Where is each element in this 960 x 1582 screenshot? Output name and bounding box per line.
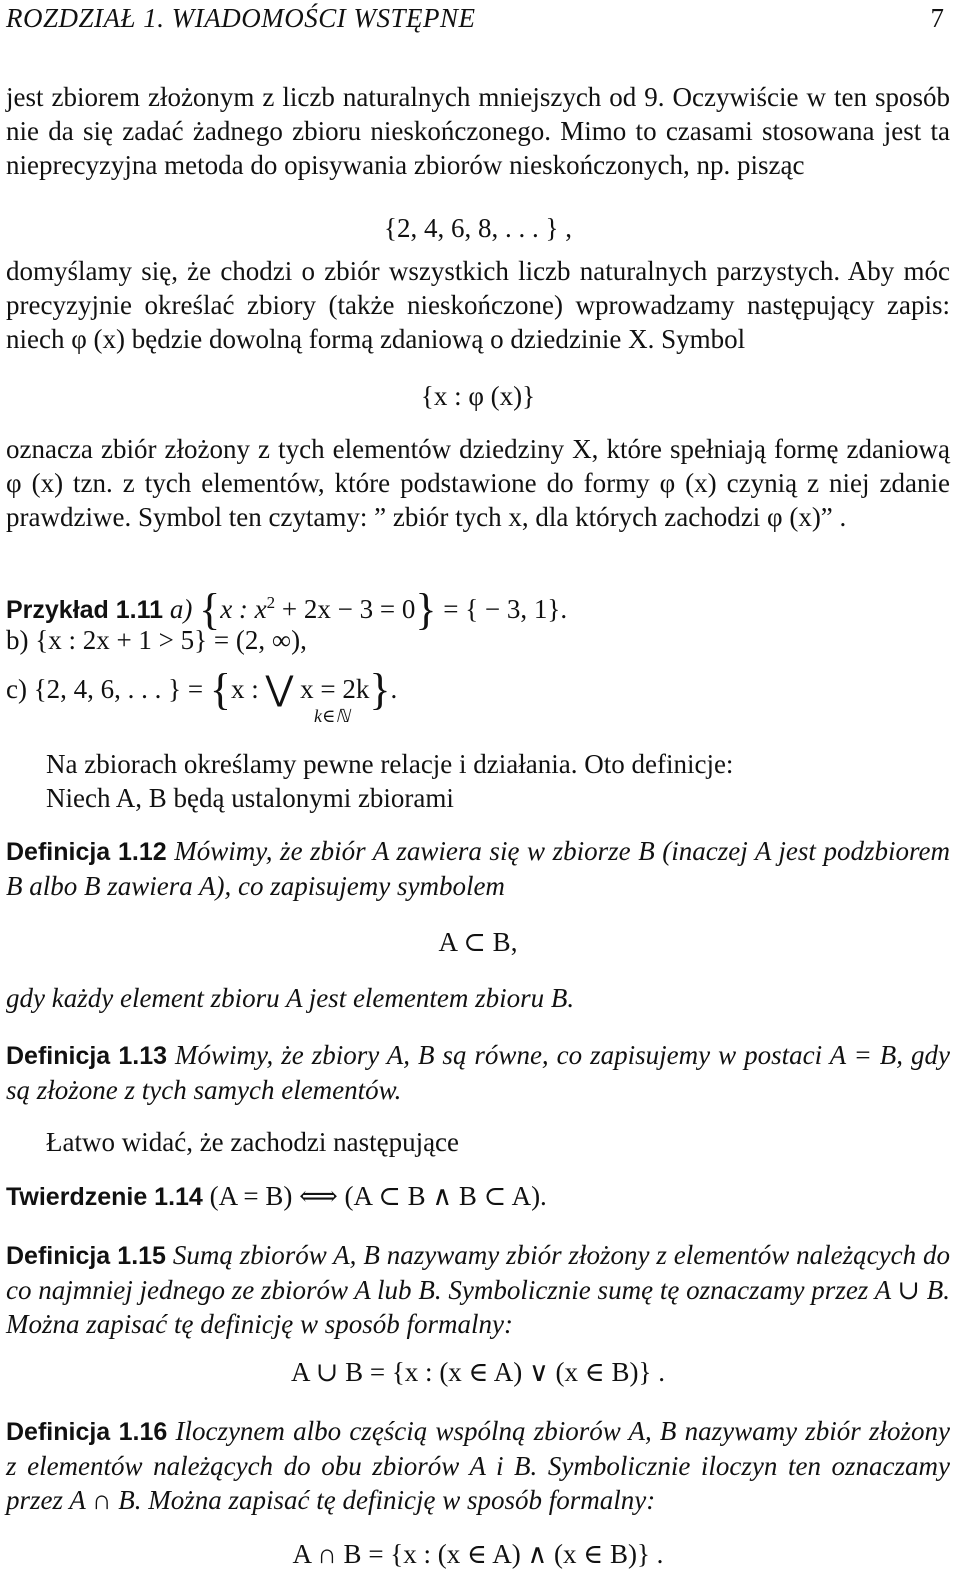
- example-c-var: x :: [231, 674, 259, 704]
- example-a-prefix: a): [169, 594, 193, 624]
- right-brace: }: [369, 665, 391, 714]
- example-a-result: = { − 3, 1}.: [436, 594, 568, 624]
- right-brace: }: [415, 585, 437, 634]
- definition-1-15: [6, 1238, 950, 1341]
- definition-text: Mówimy, że zbiór A zawiera się w zbiorze B (inaczej A jest podzbiorem B albo B zawiera A), co zapisujemy symbolem: [6, 836, 950, 901]
- example-a-var: x : x: [220, 594, 267, 624]
- equation-intersection: A ∩ B = {x : (x ∈ A) ∧ (x ∈ B)} .: [292, 1539, 664, 1569]
- example-c-end: .: [390, 674, 398, 704]
- definition-1-12-tail: gdy każdy element zbioru A jest elementem zbioru B.: [6, 983, 575, 1013]
- theorem-label: Twierdzenie 1.14: [6, 1183, 203, 1211]
- paragraph-notation: domyślamy się, że chodzi o zbiór wszystkich liczb naturalnych parzystych. Aby móc precyzyjnie określać zbiory (także nieskończone) wprowadzamy następujący zapis: niech φ (x) będzie dowolną formą zdaniową o dziedzinie X. Symbol: [6, 256, 950, 354]
- example-b: b) {x : 2x + 1 > 5} = (2, ∞),: [6, 625, 307, 655]
- definition-1-12: [6, 834, 950, 903]
- example-a-condition: + 2x − 3 = 0: [275, 594, 416, 624]
- theorem-1-14: [6, 1180, 950, 1212]
- definition-text: Iloczynem albo częścią wspólną zbiorów A, B nazywamy zbiór złożony z elementów należących do obu zbiorów A i B. Symbolicznie iloczyn ten oznaczamy przez A ∩ B. Można zapisać tę definicję w sposób formalny:: [6, 1416, 950, 1515]
- example-a-exponent: 2: [266, 593, 276, 612]
- page-number: 7: [930, 3, 944, 33]
- left-brace: {: [209, 665, 231, 714]
- example-c: [6, 665, 950, 714]
- definition-1-16: [6, 1414, 950, 1517]
- definition-1-13: [6, 1038, 950, 1107]
- equation-subset: A ⊂ B,: [438, 927, 518, 957]
- definition-label: Definicja 1.13: [6, 1042, 168, 1070]
- running-header: [6, 2, 950, 36]
- definition-text: Mówimy, że zbiory A, B są równe, co zapisujemy w postaci A = B, gdy są złożone z tych samych elementów.: [6, 1040, 950, 1105]
- definition-text: Sumą zbiorów A, B nazywamy zbiór złożony z elementów należących do co najmniej jednego ze zbiorów A lub B. Symbolicznie sumę tę oznaczamy przez A ∪ B. Można zapisać tę definicję w sposób formalny:: [6, 1240, 951, 1339]
- paragraph-intro: jest zbiorem złożonym z liczb naturalnych mniejszych od 9. Oczywiście w ten sposób nie da się zadać żadnego zbioru nieskończonego. Mimo to czasami stosowana jest ta nieprecyzyjna metoda do opisywania zbiorów nieskończonych, np. pisząc: [6, 82, 950, 180]
- paragraph-meaning: oznacza zbiór złożony z tych elementów dziedziny X, które spełniają formę zdaniową φ (x) tzn. z tych elementów, które podstawione do formy φ (x) czynią z niej zdanie prawdziwe. Symbol ten czytamy: ” zbiór tych x, dla których zachodzi φ (x)” .: [6, 434, 950, 532]
- theorem-statement: (A = B) ⟺ (A ⊂ B ∧ B ⊂ A).: [209, 1181, 547, 1211]
- equation-union: A ∪ B = {x : (x ∈ A) ∨ (x ∈ B)} .: [290, 1357, 665, 1387]
- example-label: Przykład 1.11: [6, 596, 164, 624]
- equation-even-set: {2, 4, 6, 8, . . . } ,: [384, 213, 572, 243]
- example-c-condition: x = 2k: [300, 674, 370, 704]
- paragraph-relations: Na zbiorach określamy pewne relacje i działania. Oto definicje:: [46, 749, 734, 779]
- big-disjunction: ⋁: [265, 671, 294, 708]
- paragraph-easy-to-see: Łatwo widać, że zachodzi następujące: [46, 1127, 460, 1157]
- disjunction-subscript: k∈ℕ: [314, 706, 350, 726]
- page: [6, 0, 950, 1582]
- definition-label: Definicja 1.16: [6, 1418, 168, 1446]
- definition-label: Definicja 1.12: [6, 838, 167, 866]
- equation-set-builder: {x : φ (x)}: [420, 381, 536, 411]
- example-c-prefix: c) {2, 4, 6, . . . } =: [6, 674, 204, 704]
- left-brace: {: [199, 585, 221, 634]
- definition-label: Definicja 1.15: [6, 1242, 166, 1270]
- running-title: ROZDZIAŁ 1. WIADOMOŚCI WSTĘPNE: [6, 3, 476, 33]
- paragraph-let-sets: Niech A, B będą ustalonymi zbiorami: [46, 783, 454, 813]
